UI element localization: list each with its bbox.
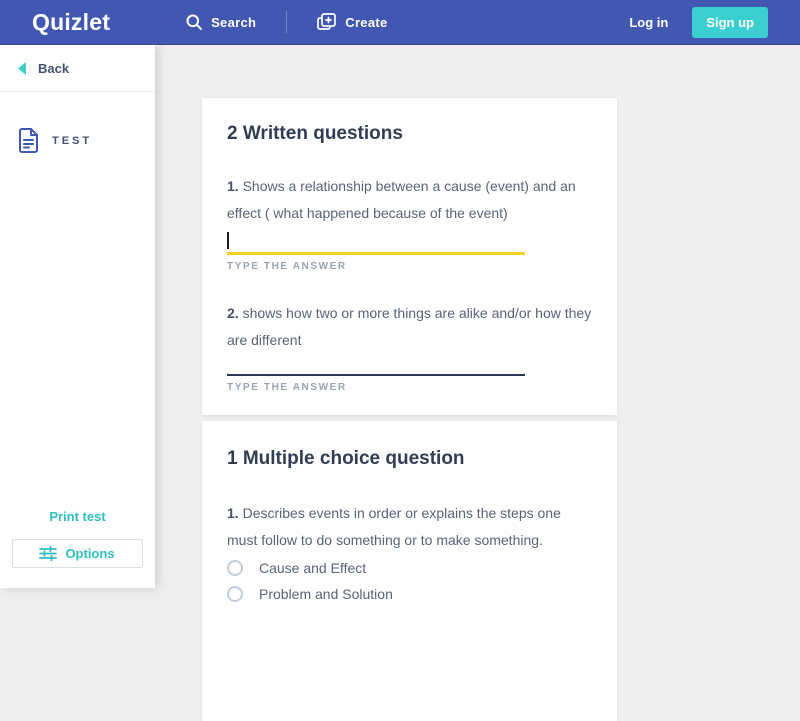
signup-button[interactable]: Sign up <box>692 7 768 38</box>
radio-button-icon[interactable] <box>227 586 243 602</box>
question-number: 1. <box>227 505 239 521</box>
answer-field-1-wrap <box>227 229 525 255</box>
choice-option-1[interactable] <box>227 560 592 576</box>
answer-field-2-wrap <box>227 354 525 376</box>
search-label: Search <box>211 14 257 30</box>
create-button[interactable] <box>311 5 393 39</box>
options-sliders-icon <box>40 546 56 561</box>
quizlet-logo[interactable]: Quizlet <box>32 8 111 35</box>
login-button[interactable]: Log in <box>629 14 669 30</box>
options-label: Options <box>65 546 115 561</box>
written-question-2 <box>227 300 592 393</box>
multiple-choice-section-title: 1 Multiple choice question <box>227 448 465 469</box>
back-button[interactable] <box>0 45 155 92</box>
type-answer-label-2: TYPE THE ANSWER <box>227 382 347 393</box>
radio-button-icon[interactable] <box>227 560 243 576</box>
sidebar-item-test-label: TEST <box>52 134 93 147</box>
question-prompt: Describes events in order or explains the steps one must follow to do something or to make something. <box>227 505 561 548</box>
written-questions-card <box>202 98 617 415</box>
written-question-1-text <box>227 173 592 227</box>
answer-input-2[interactable] <box>227 354 525 376</box>
navbar-left-group <box>180 5 393 39</box>
sidebar-item-test[interactable] <box>0 128 155 153</box>
back-arrow-icon <box>18 62 27 75</box>
test-content-area <box>155 45 800 602</box>
sidebar <box>0 45 155 588</box>
question-prompt: Shows a relationship between a cause (event) and an effect ( what happened because of the event) <box>227 178 576 221</box>
create-icon <box>317 13 336 31</box>
print-test-link[interactable]: Print test <box>49 509 106 524</box>
choice-option-2-label: Problem and Solution <box>259 586 393 602</box>
search-button[interactable] <box>180 6 262 38</box>
type-answer-label-1: TYPE THE ANSWER <box>227 261 347 272</box>
written-question-1 <box>227 173 592 272</box>
question-number: 1. <box>227 178 239 194</box>
navbar-divider <box>286 11 287 33</box>
create-label: Create <box>345 14 388 30</box>
answer-input-1[interactable] <box>227 229 525 255</box>
question-number: 2. <box>227 305 239 321</box>
top-navbar <box>0 0 800 45</box>
back-label: Back <box>38 60 70 76</box>
multiple-choice-question-1-text <box>227 500 592 554</box>
text-caret <box>227 232 229 249</box>
written-section-title: 2 Written questions <box>227 123 403 144</box>
test-document-icon <box>18 128 39 153</box>
question-prompt: shows how two or more things are alike and/or how they are different <box>227 305 592 348</box>
options-button[interactable] <box>12 539 143 568</box>
search-icon <box>186 14 202 30</box>
choice-option-1-label: Cause and Effect <box>259 560 367 576</box>
navbar-right-group <box>619 7 768 38</box>
choice-option-2[interactable] <box>227 586 592 602</box>
written-question-2-text <box>227 300 592 354</box>
multiple-choice-card <box>202 421 617 721</box>
